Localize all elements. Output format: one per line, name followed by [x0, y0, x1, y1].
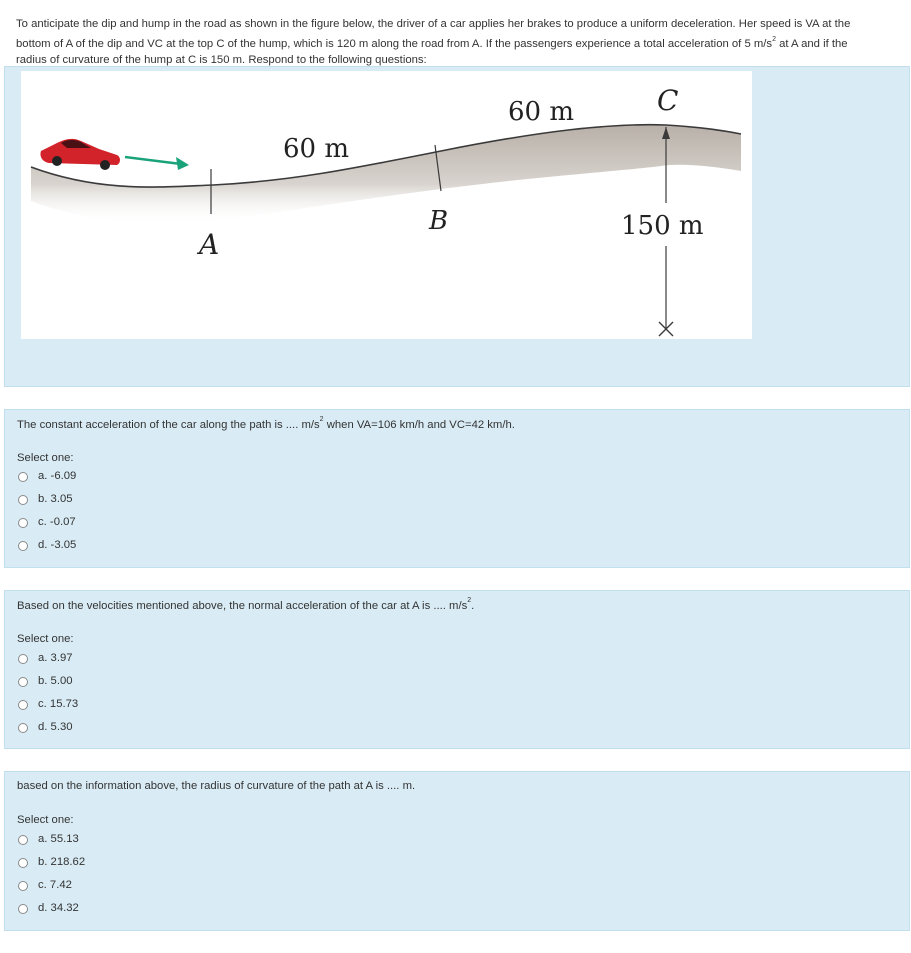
radio-button[interactable]	[18, 723, 28, 733]
intro-line-3: radius of curvature of the hump at C is 150 m. Respond to the following questions:	[16, 53, 427, 66]
radio-button[interactable]	[18, 858, 28, 868]
road-figure	[21, 71, 752, 339]
radius-label: 150 m	[621, 211, 704, 241]
question-2-panel	[4, 590, 910, 749]
radio-button[interactable]	[18, 472, 28, 482]
radio-button[interactable]	[18, 495, 28, 505]
option-label: b. 218.62	[38, 856, 86, 868]
radio-button[interactable]	[18, 541, 28, 551]
direction-arrow-icon	[125, 157, 189, 170]
option-label: c. 7.42	[38, 879, 72, 891]
option-label: c. 15.73	[38, 698, 79, 710]
radio-button[interactable]	[18, 700, 28, 710]
radio-button[interactable]	[18, 518, 28, 528]
distance-bc: 60 m	[508, 97, 575, 127]
option-label: c. -0.07	[38, 516, 76, 528]
option-label: d. -3.05	[38, 539, 77, 551]
question-2-tail: .	[471, 599, 475, 612]
question-1-panel	[4, 409, 910, 568]
question-1-sup: 2	[319, 416, 324, 423]
radio-button[interactable]	[18, 881, 28, 891]
select-one-label: Select one:	[17, 633, 74, 645]
question-intro	[16, 16, 896, 68]
option-label: d. 5.30	[38, 721, 73, 733]
question-1-tail: when VA=106 km/h and VC=42 km/h.	[323, 418, 515, 431]
radio-button[interactable]	[18, 904, 28, 914]
question-1-text	[17, 418, 515, 431]
question-3-stem: based on the information above, the radius of curvature of the path at A is .... m.	[17, 780, 416, 792]
question-1-stem: The constant acceleration of the car along the path is .... m/s	[17, 418, 320, 431]
distance-ab: 60 m	[283, 134, 350, 164]
car-icon	[40, 139, 120, 170]
label-c: C	[657, 84, 679, 117]
question-3-panel	[4, 771, 910, 931]
radio-button[interactable]	[18, 677, 28, 687]
option-label: a. 3.97	[38, 652, 73, 664]
road-diagram	[21, 71, 752, 339]
question-2-text	[17, 599, 474, 612]
question-2-sup: 2	[467, 597, 472, 604]
intro-line-2-text: bottom of A of the dip and VC at the top C of the hump, which is 120 m along the road from A. If the passengers experience a total acceleration of 5 m/s	[16, 37, 773, 50]
question-2-stem: Based on the velocities mentioned above, the normal acceleration of the car at A is .... m/s	[17, 599, 468, 612]
select-one-label: Select one:	[17, 452, 74, 464]
intro-superscript: 2	[772, 35, 776, 43]
label-a: A	[199, 228, 220, 261]
select-one-label: Select one:	[17, 814, 74, 826]
radio-button[interactable]	[18, 835, 28, 845]
intro-line-2-tail: at A and if the	[775, 37, 848, 50]
option-label: b. 5.00	[38, 675, 73, 687]
question-3-text	[17, 780, 415, 792]
option-label: a. 55.13	[38, 833, 79, 845]
label-b: B	[429, 206, 449, 236]
option-label: b. 3.05	[38, 493, 73, 505]
option-label: d. 34.32	[38, 902, 79, 914]
intro-line-1: To anticipate the dip and hump in the road as shown in the figure below, the driver of a car applies her brakes to produce a uniform deceleration. Her speed is VA at the	[16, 18, 851, 30]
intro-line-2	[16, 33, 896, 52]
option-label: a. -6.09	[38, 470, 77, 482]
ground-shading	[31, 125, 741, 224]
radio-button[interactable]	[18, 654, 28, 664]
